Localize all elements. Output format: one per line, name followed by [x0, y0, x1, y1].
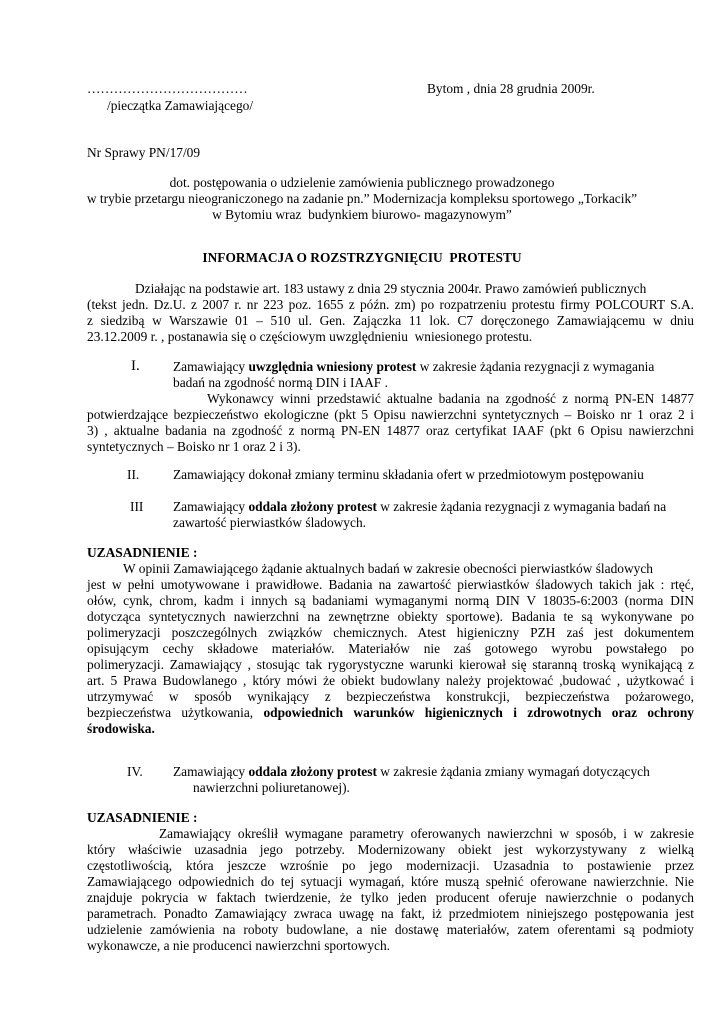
justification-1-line-2: jest w pełni umotywowane i prawidłowe. Badania na zawartość pierwiastków śladowych takich jak : rtęć, [87, 577, 694, 592]
justification-2-heading: UZASADNIENIE : [87, 810, 198, 825]
justification-1-line-8: art. 5 Prawa Budowlanego , który mówi że obiekt budowlany należy projektować ,budować , użytkować i [87, 673, 694, 688]
justification-2-line-7: udzielenie zamówienia na roboty budowlane, a nie dostawę materiałów, zatem oferentami są podmioty [87, 922, 694, 937]
intro-line-3: z siedzibą w Warszawie 01 – 510 ul. Gen. Zajączka 11 lok. C7 doręczonego Zamawiającemu w dniu [87, 313, 694, 328]
justification-2-line-3: częstotliwością, która jeszcze wzrośnie po jego modernizacji. Uzasadnia to postawienie przez [87, 858, 694, 873]
subject-line-3: w Bytomiu wraz budynkiem biurowo- magazynowym” [212, 207, 512, 222]
section-1-line-6: syntetycznych – Boisko nr 1 oraz 2 i 3). [87, 439, 301, 454]
justification-1-line-11: środowiska. [87, 721, 155, 736]
section-1-line-4: potwierdzające bezpieczeństwo ekologiczne (pkt 5 Opisu nawierzchni syntetycznych – Boisko nr 1 oraz 2 i [87, 407, 694, 422]
justification-2-line-6: parametrach. Ponadto Zamawiający zwraca uwagę na fakt, iż przedmiotem niniejszego postępowania jest [87, 906, 694, 921]
justification-1-line-6: opisującym cechy składowe materiałów. Materiałów nie zaś gotowego wyrobu powstałego po [87, 641, 694, 656]
section-3-line-2: zawartość pierwiastków śladowych. [173, 515, 366, 530]
section-1-line-1: Zamawiający uwzględnia wniesiony protest w zakresie żądania rezygnacji z wymagania [173, 359, 655, 374]
section-3-line-1: Zamawiający oddala złożony protest w zakresie żądania rezygnacji z wymagania badań na [173, 499, 667, 514]
justification-2-line-2: który właściwie uzasadnia jego potrzeby. Modernizowany obiekt jest wykorzystywany z wielką [87, 842, 694, 857]
justification-1-line-7: polimeryzacji. Zamawiający , stosując tak rygorystyczne warunki kierował się staranną troską wynikającą z [87, 657, 694, 672]
intro-line-2: (tekst jedn. Dz.U. z 2007 r. nr 223 poz. 1655 z późn. zm) po rozpatrzeniu protestu firmy POLCOURT S.A. [87, 297, 694, 312]
subject-line-1: dot. postępowania o udzielenie zamówienia publicznego prowadzonego [169, 175, 555, 190]
page-title: INFORMACJA O ROZSTRZYGNIĘCIU PROTESTU [202, 250, 522, 265]
justification-2-line-5: znajduje pokrycia w faktach twierdzenie, że tylko jeden producent oferuje nawierzchnie o podanych [87, 890, 694, 905]
justification-2-line-4: Zamawiającego odpowiednich do tej sytuacji wymagań, które muszą spełnić oferowane nawierzchnie. Nie [87, 874, 694, 889]
justification-1-line-1: W opinii Zamawiającego żądanie aktualnych badań w zakresie obecności pierwiastków śladowych [123, 561, 653, 576]
subject-line-2: w trybie przetargu nieograniczonego na zadanie pn.” Modernizacja kompleksu sportowego „Torkacik” [86, 191, 638, 206]
justification-1-line-4: dotycząca syntetycznych nawierzchni na zewnętrzne obiekty sportowe). Badania te są wykonywane po [87, 609, 694, 624]
section-4-number: IV. [127, 764, 143, 779]
section-2-number: II. [127, 467, 140, 482]
section-1-line-5: 3) , aktualne badania na zgodność z normą PN-EN 14877 oraz certyfikat IAAF (pkt 6 Opisu nawierzchni [87, 423, 694, 438]
intro-line-4: 23.12.2009 r. , postanawia się o częściowym uwzględnieniu wniesionego protestu. [87, 329, 533, 344]
section-4-line-1: Zamawiający oddala złożony protest w zakresie żądania zmiany wymagań dotyczących [173, 764, 650, 779]
intro-line-1: Działając na podstawie art. 183 ustawy z dnia 29 stycznia 2004r. Prawo zamówień publicznych [135, 281, 647, 296]
section-4-line-2: nawierzchni poliuretanowej). [193, 780, 350, 795]
case-number: Nr Sprawy PN/17/09 [87, 145, 201, 160]
stamp-label: /pieczątka Zamawiającego/ [107, 98, 254, 113]
justification-1-heading: UZASADNIENIE : [87, 545, 198, 560]
signature-dots: ……………………………… [87, 81, 248, 96]
section-1-line-3: Wykonawcy winni przedstawić aktualne badania na zgodność z normą PN-EN 14877 [207, 391, 694, 406]
justification-1-line-5: polimeryzacji poszczególnych związków chemicznych. Atest higieniczny PZH zaś jest dokumentem [87, 625, 694, 640]
justification-1-line-3: ołów, cynk, chrom, kadm i innych są badaniami wymaganymi normą DIN V 18035-6:2003 (norma DIN [87, 593, 694, 608]
section-1-line-2: badań na zgodność normą DIN i IAAF . [173, 375, 388, 390]
section-3-number: III [130, 499, 144, 514]
justification-1-line-10: bezpieczeństwa użytkowania, odpowiednich warunków higienicznych i zdrowotnych oraz ochrony [87, 705, 694, 720]
justification-2-line-1: Zamawiający określił wymagane parametry oferowanych nawierzchni w sposób, i w zakresie [159, 826, 694, 841]
justification-1-line-9: utrzymywać w sposób wynikający z bezpieczeństwa konstrukcji, bezpieczeństwa pożarowego, [87, 689, 694, 704]
section-1-number: I. [131, 358, 140, 374]
place-date: Bytom , dnia 28 grudnia 2009r. [427, 81, 595, 96]
justification-2-line-8: wykonawcze, a nie producenci nawierzchni sportowych. [87, 938, 391, 953]
section-2-text: Zamawiający dokonał zmiany terminu składania ofert w przedmiotowym postępowaniu [173, 467, 644, 482]
